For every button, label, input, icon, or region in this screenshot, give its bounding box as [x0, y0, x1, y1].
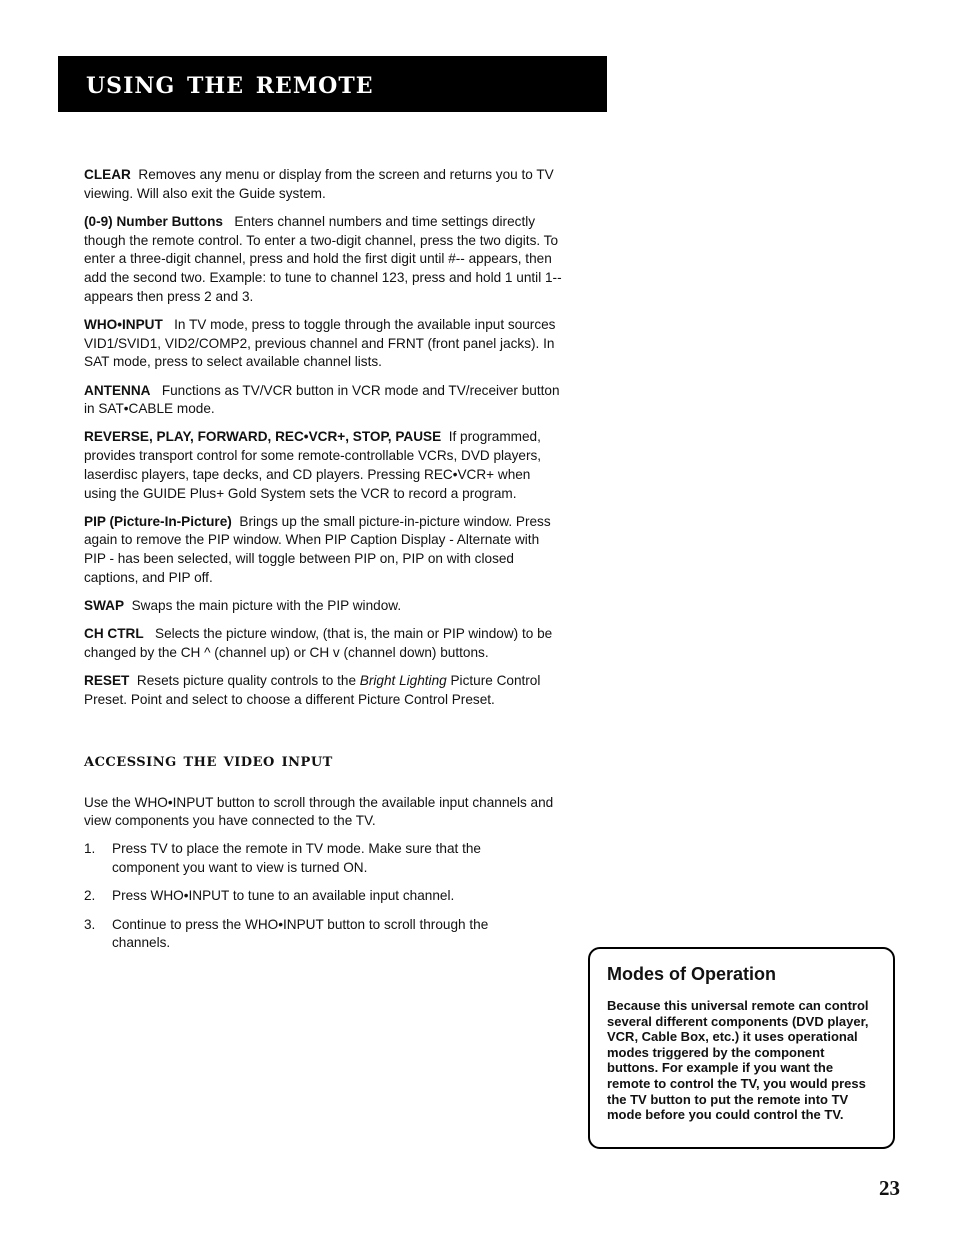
entry-term: PIP (Picture-In-Picture): [84, 513, 232, 529]
entry-desc: Resets picture quality controls to the: [136, 673, 360, 689]
entry-desc: Swaps the main picture with the PIP window.: [131, 598, 402, 614]
entry-term: CLEAR: [84, 167, 131, 182]
section-title: accessing the video input: [84, 749, 333, 771]
entry-desc: If programmed, provides transport control for some remote-controllable VCRs, DVD players, laserdisc players, tape decks, and CD players. Pressing REC•VCR+ when using the GUIDE Plus+ Gold System sets the VCR to record a program.: [84, 429, 542, 501]
header-bar: [58, 56, 607, 112]
entry-desc: Selects the picture window, (that is, the main or PIP window) to be changed by the CH ^ (channel up) or CH v (channel down) buttons.: [84, 626, 553, 660]
entry-term: (0-9) Number Buttons: [84, 213, 223, 229]
entry-term: CH CTRL: [84, 626, 144, 642]
entry-desc: Removes any menu or display from the screen and returns you to TV viewing. Will also exit the Guide system.: [84, 167, 554, 201]
step-text: Press WHO•INPUT to tune to an available input channel.: [112, 888, 455, 904]
modes-body: Because this universal remote can control several different components (DVD player, VCR, Cable Box, etc.) it uses operational modes triggered by the component buttons. For example if you want the remote to control the TV, you would press the TV button to put the remote into TV mode before you could control the TV.: [607, 998, 869, 1123]
entry-desc-italic: Bright Lighting: [359, 673, 447, 689]
entry-ch-ctrl: [84, 625, 564, 662]
entry-desc: Brings up the small picture-in-picture window. Press again to remove the PIP window. When PIP Caption Display - Alternate with PIP - has been selected, will toggle between PIP on, PIP on with closed captions, and PIP off.: [84, 513, 551, 585]
entry-term: REVERSE, PLAY, FORWARD, REC•VCR+, STOP, PAUSE: [84, 429, 442, 445]
entry-antenna: [84, 382, 564, 419]
step-text: Continue to press the WHO•INPUT button to scroll through the channels.: [112, 916, 489, 951]
modes-of-operation-box: [588, 947, 895, 1149]
entry-number-buttons: [84, 213, 564, 307]
entry-term: WHO•INPUT: [84, 316, 163, 332]
steps-list: [84, 840, 564, 953]
section-intro: Use the WHO•INPUT button to scroll through the available input channels and view components you have connected to the TV.: [84, 794, 554, 829]
entry-clear: [84, 166, 564, 203]
entry-term: SWAP: [84, 598, 125, 614]
entry-desc: Enters channel numbers and time settings directly though the remote control. To enter a two-digit channel, press the two digits. To enter a three-digit channel, press and hold the first digit until #-- appears, then add the second two. Example: to tune to channel 123, press and hold 1 until 1-- appears then press 2 and 3.: [84, 213, 562, 304]
step-number: 2.: [84, 888, 96, 904]
list-item: [84, 887, 564, 906]
entry-term: ANTENNA: [84, 382, 151, 398]
entry-desc: Functions as TV/VCR button in VCR mode and TV/receiver button in SAT•CABLE mode.: [84, 382, 560, 417]
step-text: Press TV to place the remote in TV mode. Make sure that the component you want to view is turned ON.: [112, 841, 481, 876]
entry-transport: [84, 428, 564, 503]
step-number: 3.: [84, 916, 96, 932]
main-content: [84, 166, 564, 963]
entry-pip: [84, 513, 564, 588]
entry-desc: Picture Control Preset. Point and select to choose a different Picture Control Preset.: [84, 673, 541, 707]
entry-who-input: [84, 316, 564, 372]
step-number: 1.: [84, 841, 96, 857]
entry-reset: [84, 672, 564, 709]
page-number: 23: [879, 1176, 900, 1200]
list-item: [84, 916, 564, 953]
list-item: [84, 840, 564, 877]
page-title: using the remote: [86, 65, 374, 101]
entry-desc: In TV mode, press to toggle through the available input sources VID1/SVID1, VID2/COMP2, previous channel and FRNT (front panel jacks). In SAT mode, press to select available channel lists.: [84, 316, 556, 370]
modes-title: Modes of Operation: [607, 964, 777, 984]
entry-term: RESET: [84, 673, 130, 689]
entry-swap: [84, 597, 564, 616]
